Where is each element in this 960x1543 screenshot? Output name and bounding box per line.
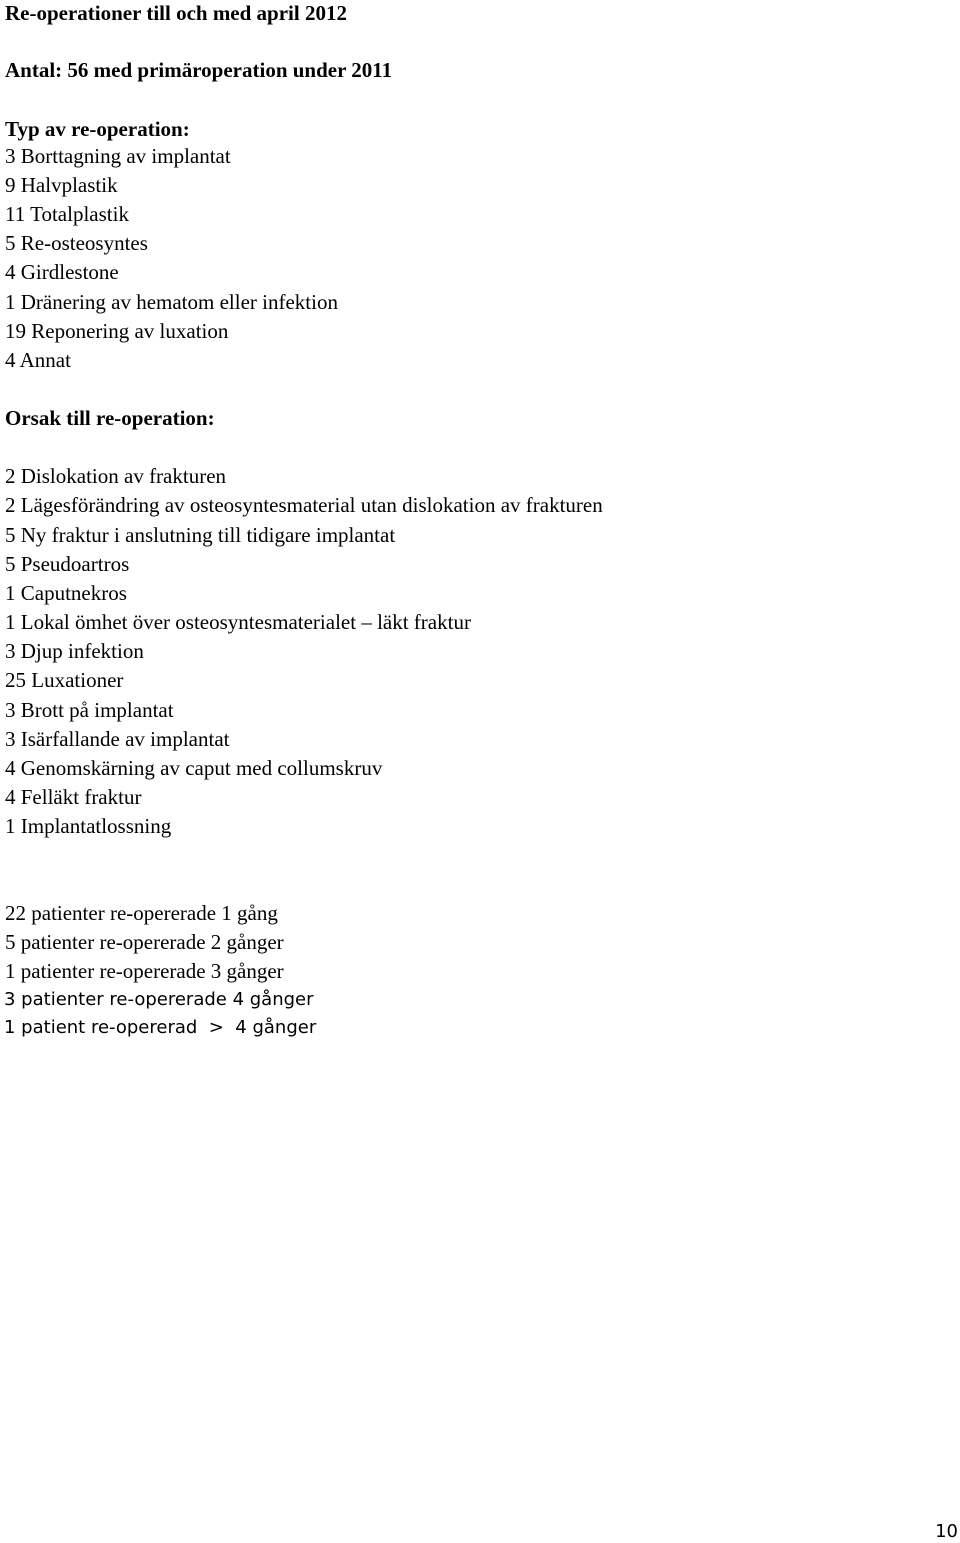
- cause-heading: Orsak till re-operation:: [5, 406, 215, 430]
- type-item: 4 Girdlestone: [5, 260, 119, 284]
- cause-item: 3 Isärfallande av implantat: [5, 727, 230, 751]
- type-item: 1 Dränering av hematom eller infektion: [5, 290, 338, 314]
- page-number: 10: [935, 1521, 958, 1542]
- cause-item: 5 Pseudoartros: [5, 552, 130, 576]
- cause-item: 2 Lägesförändring av osteosyntesmaterial utan dislokation av frakturen: [5, 493, 603, 517]
- cause-item: 5 Ny fraktur i anslutning till tidigare implantat: [5, 523, 396, 547]
- cause-item: 3 Djup infektion: [5, 639, 144, 663]
- patients-item: 5 patienter re-opererade 2 gånger: [5, 930, 284, 954]
- type-item: 9 Halvplastik: [5, 173, 118, 197]
- patients-item: 3 patienter re-opererade 4 gånger: [4, 989, 314, 1010]
- patients-item: 1 patienter re-opererade 3 gånger: [5, 959, 284, 983]
- cause-item: 25 Luxationer: [5, 668, 124, 692]
- count-line: Antal: 56 med primäroperation under 2011: [5, 58, 393, 82]
- type-heading: Typ av re-operation:: [5, 117, 190, 141]
- type-item: 19 Reponering av luxation: [5, 319, 229, 343]
- cause-item: 1 Caputnekros: [5, 581, 127, 605]
- patients-item: 1 patient re-opererad > 4 gånger: [4, 1017, 317, 1038]
- cause-item: 3 Brott på implantat: [5, 698, 174, 722]
- cause-item: 4 Genomskärning av caput med collumskruv: [5, 756, 383, 780]
- cause-item: 1 Implantatlossning: [5, 814, 172, 838]
- type-item: 3 Borttagning av implantat: [5, 144, 231, 168]
- cause-item: 1 Lokal ömhet över osteosyntesmaterialet – läkt fraktur: [5, 610, 471, 634]
- cause-item: 4 Felläkt fraktur: [5, 785, 142, 809]
- patients-item: 22 patienter re-opererade 1 gång: [5, 901, 278, 925]
- type-item: 5 Re-osteosyntes: [5, 231, 148, 255]
- type-item: 11 Totalplastik: [5, 202, 129, 226]
- type-item: 4 Annat: [5, 348, 71, 372]
- document-title: Re-operationer till och med april 2012: [5, 1, 347, 25]
- cause-item: 2 Dislokation av frakturen: [5, 464, 227, 488]
